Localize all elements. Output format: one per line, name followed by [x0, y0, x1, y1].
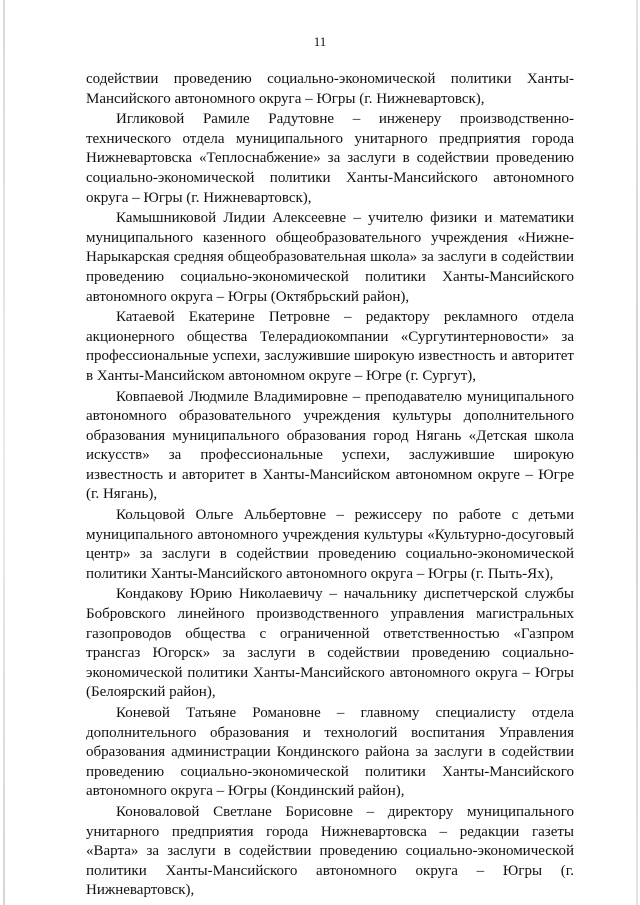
paragraph-kondakov: Кондакову Юрию Николаевичу – начальнику диспетчерской службы Бобровского линейного производственного управления магистральных газопроводов общества с ограниченной ответственностью «Газпром трансгаз Югорск» за заслуги в содействии проведению социально-экономической политики Ханты-Мансийского автономного округа – Югры (Белоярский район), — [86, 586, 574, 701]
paragraph-continuation: содействии проведению социально-экономической политики Ханты-Мансийского автономного округа – Югры (г. Нижневартовск), — [86, 71, 574, 107]
paragraph-konovalova: Коноваловой Светлане Борисовне – директору муниципального унитарного предприятия города Нижневартовска – редакции газеты «Варта» за заслуги в содействии проведению социально-экономической политики Ханты-Мансийского автономного округа – Югры (г. Нижневартовск), — [86, 803, 574, 899]
paragraph-koltsova: Кольцовой Ольге Альбертовне – режиссеру по работе с детьми муниципального автономного учреждения культуры «Культурно-досуговый центр» за заслуги в содействии проведению социально-экономической политики Ханты-Мансийского автономного округа – Югры (г. Пыть-Ях), — [86, 507, 574, 582]
paragraph-kataeva: Катаевой Екатерине Петровне – редактору рекламного отдела акционерного общества Телерадиокомпании «Сургутинтерновости» за профессиональные успехи, заслужившие широкую известность и авторитет в Ханты-Мансийском автономном округе – Югре (г. Сургут), — [86, 309, 574, 384]
paragraph-iglikova: Игликовой Рамиле Радутовне – инженеру производственно-технического отдела муниципального унитарного предприятия города Нижневартовска «Теплоснабжение» за заслуги в содействии проведению социально-экономической политики Ханты-Мансийского автономного округа – Югры (г. Нижневартовск), — [86, 111, 574, 206]
paragraph-kamyshnikova: Камышниковой Лидии Алексеевне – учителю физики и математики муниципального казенного общеобразовательного учреждения «Нижне-Нарыкарская средняя общеобразовательная школа» за заслуги в содействии проведению социально-экономической политики Ханты-Мансийского автономного округа – Югры (Октябрьский район), — [86, 210, 574, 305]
page-number: 11 — [313, 34, 327, 49]
scan-edge-right — [636, 0, 638, 905]
paragraph-koneva: Коневой Татьяне Романовне – главному специалисту отдела дополнительного образования и технологий воспитания Управления образования администрации Кондинского района за заслуги в содействии проведению социально-экономической политики Ханты-Мансийского автономного округа – Югры (Кондинский район), — [86, 705, 574, 800]
scan-edge-left — [3, 0, 5, 905]
document-body — [86, 70, 574, 902]
paragraph-kovpaeva: Ковпаевой Людмиле Владимировне – преподавателю муниципального автономного образовательного учреждения культуры дополнительного образования муниципального образования город Нягань «Детская школа искусств» за профессиональные успехи, заслужившие широкую известность и авторитет в Ханты-Мансийском автономном округе – Югре (г. Нягань), — [86, 388, 574, 503]
